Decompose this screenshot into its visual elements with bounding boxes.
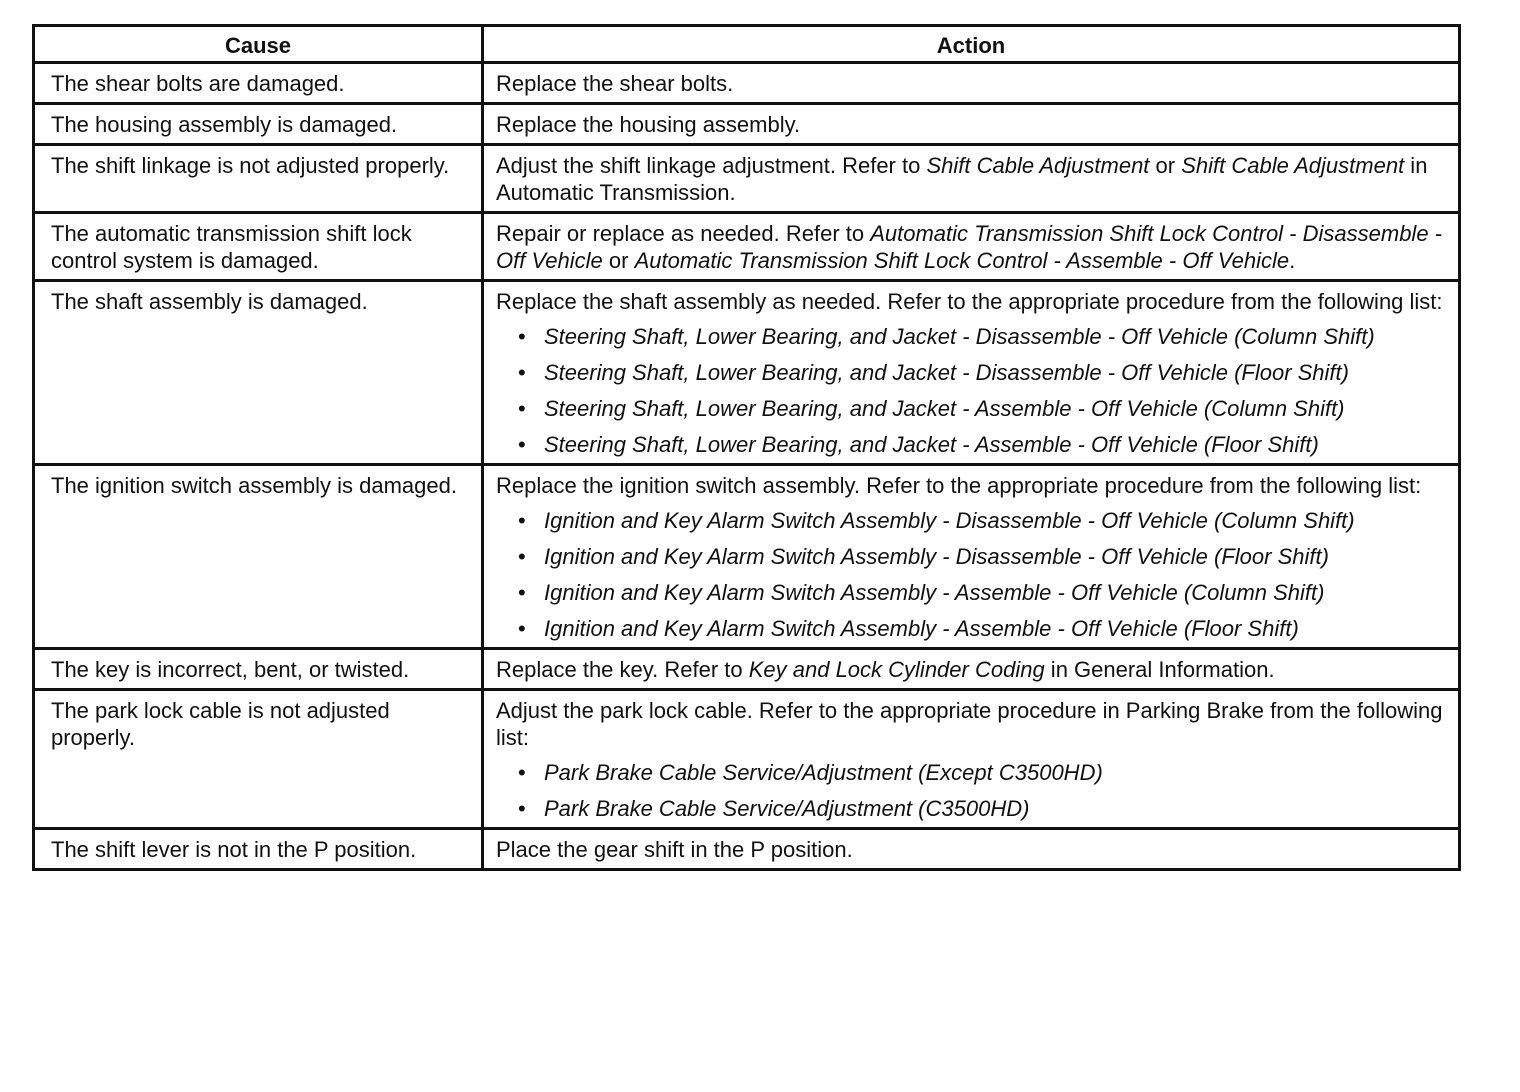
list-item <box>518 615 1450 642</box>
action-text <box>496 697 1450 751</box>
table-row <box>34 281 1460 465</box>
cause-cell: The park lock cable is not adjusted properly. <box>34 690 483 829</box>
list-item <box>518 579 1450 606</box>
action-text <box>496 836 1450 863</box>
bullet-icon: • <box>518 544 526 569</box>
procedure-reference: Shift Cable Adjustment <box>1181 153 1405 178</box>
table-row <box>34 829 1460 870</box>
action-text <box>496 656 1450 683</box>
list-item <box>518 395 1450 422</box>
bullet-icon: • <box>518 396 526 421</box>
action-text-segment: Replace the shaft assembly as needed. Refer to the appropriate procedure from the following list: <box>496 289 1443 314</box>
action-cell <box>483 465 1460 649</box>
action-text-segment: Replace the housing assembly. <box>496 112 801 137</box>
table-row <box>34 649 1460 690</box>
list-item <box>518 431 1450 458</box>
list-item <box>518 359 1450 386</box>
action-cell <box>483 63 1460 104</box>
action-cell <box>483 690 1460 829</box>
table-row <box>34 690 1460 829</box>
action-text-segment: in General Information. <box>1044 657 1275 682</box>
procedure-reference: Steering Shaft, Lower Bearing, and Jacket - Disassemble - Off Vehicle (Floor Shift) <box>544 360 1349 385</box>
procedure-reference: Ignition and Key Alarm Switch Assembly - Disassemble - Off Vehicle (Floor Shift) <box>544 544 1329 569</box>
procedure-reference: Steering Shaft, Lower Bearing, and Jacket - Assemble - Off Vehicle (Floor Shift) <box>544 432 1319 457</box>
list-item <box>518 323 1450 350</box>
action-cell <box>483 829 1460 870</box>
action-text-segment: or <box>602 248 635 273</box>
action-text <box>496 220 1450 274</box>
action-cell <box>483 145 1460 213</box>
procedure-reference: Steering Shaft, Lower Bearing, and Jacket - Disassemble - Off Vehicle (Column Shift) <box>544 324 1375 349</box>
table-row <box>34 213 1460 281</box>
list-item <box>518 759 1450 786</box>
table-row <box>34 63 1460 104</box>
action-cell <box>483 281 1460 465</box>
procedure-reference: Ignition and Key Alarm Switch Assembly - Assemble - Off Vehicle (Floor Shift) <box>544 616 1299 641</box>
cause-cell: The ignition switch assembly is damaged. <box>34 465 483 649</box>
action-text <box>496 152 1450 206</box>
action-cell <box>483 213 1460 281</box>
cause-cell: The shift lever is not in the P position. <box>34 829 483 870</box>
procedure-reference: Ignition and Key Alarm Switch Assembly - Disassemble - Off Vehicle (Column Shift) <box>544 508 1355 533</box>
action-text-segment: Replace the ignition switch assembly. Refer to the appropriate procedure from the following list: <box>496 473 1422 498</box>
procedure-reference: Key and Lock Cylinder Coding <box>748 657 1045 682</box>
procedure-reference: Park Brake Cable Service/Adjustment (C3500HD) <box>544 796 1030 821</box>
cause-cell: The key is incorrect, bent, or twisted. <box>34 649 483 690</box>
table-row <box>34 465 1460 649</box>
list-item <box>518 795 1450 822</box>
table-row <box>34 104 1460 145</box>
action-column-header: Action <box>483 26 1460 63</box>
procedure-reference: Ignition and Key Alarm Switch Assembly - Assemble - Off Vehicle (Column Shift) <box>544 580 1325 605</box>
action-text-segment: Place the gear shift in the P position. <box>496 837 853 862</box>
action-text <box>496 70 1450 97</box>
bullet-icon: • <box>518 580 526 605</box>
procedure-reference: Steering Shaft, Lower Bearing, and Jacket - Assemble - Off Vehicle (Column Shift) <box>544 396 1345 421</box>
cause-column-header: Cause <box>34 26 483 63</box>
action-text-segment: in Automatic Transmission. <box>496 153 1428 205</box>
action-text-segment: or <box>1149 153 1182 178</box>
bullet-icon: • <box>518 616 526 641</box>
action-text <box>496 111 1450 138</box>
cause-cell: The housing assembly is damaged. <box>34 104 483 145</box>
list-item <box>518 507 1450 534</box>
bullet-icon: • <box>518 324 526 349</box>
procedure-reference: Automatic Transmission Shift Lock Control - Disassemble - Off Vehicle <box>496 221 1442 273</box>
bullet-icon: • <box>518 796 526 821</box>
procedure-list <box>496 323 1450 458</box>
cause-cell: The shift linkage is not adjusted properly. <box>34 145 483 213</box>
bullet-icon: • <box>518 360 526 385</box>
procedure-reference: Automatic Transmission Shift Lock Control - Assemble - Off Vehicle <box>634 248 1290 273</box>
diagnostic-table <box>32 24 1461 871</box>
action-text-segment: Adjust the shift linkage adjustment. Refer to <box>496 153 927 178</box>
action-text-segment: . <box>1289 248 1296 273</box>
procedure-list <box>496 759 1450 822</box>
table-body <box>34 63 1460 870</box>
action-text <box>496 472 1450 499</box>
cause-cell: The automatic transmission shift lock control system is damaged. <box>34 213 483 281</box>
action-cell <box>483 104 1460 145</box>
action-text-segment: Repair or replace as needed. Refer to <box>496 221 871 246</box>
action-text-segment: Replace the shear bolts. <box>496 71 734 96</box>
bullet-icon: • <box>518 508 526 533</box>
action-text-segment: Adjust the park lock cable. Refer to the appropriate procedure in Parking Brake from the following list: <box>496 698 1443 750</box>
cause-cell: The shaft assembly is damaged. <box>34 281 483 465</box>
action-text <box>496 288 1450 315</box>
action-cell <box>483 649 1460 690</box>
action-text-segment: Replace the key. Refer to <box>496 657 749 682</box>
list-item <box>518 543 1450 570</box>
table-row <box>34 145 1460 213</box>
table-header-row <box>34 26 1460 63</box>
procedure-reference: Park Brake Cable Service/Adjustment (Except C3500HD) <box>544 760 1103 785</box>
bullet-icon: • <box>518 760 526 785</box>
procedure-list <box>496 507 1450 642</box>
bullet-icon: • <box>518 432 526 457</box>
cause-cell: The shear bolts are damaged. <box>34 63 483 104</box>
procedure-reference: Shift Cable Adjustment <box>926 153 1150 178</box>
document-page <box>32 24 1458 871</box>
